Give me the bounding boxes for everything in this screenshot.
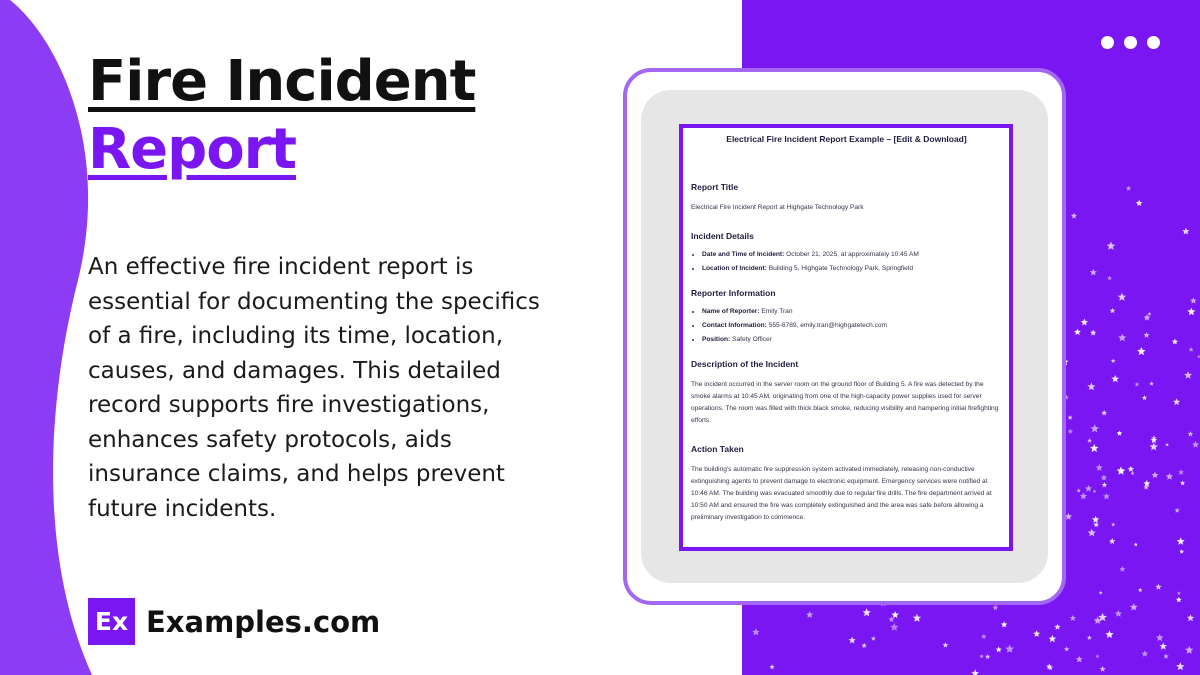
star-icon	[985, 654, 990, 659]
star-icon	[1118, 334, 1126, 342]
brand-logo-link[interactable]	[88, 598, 380, 645]
star-icon	[996, 646, 1002, 652]
star-icon	[1090, 269, 1097, 276]
reporter-information-list	[691, 308, 1002, 343]
star-icon	[1001, 621, 1008, 627]
document-title: Electrical Fire Incident Report Example – [Edit & Download]	[726, 134, 967, 144]
star-icon	[1177, 537, 1185, 545]
page-title	[88, 48, 475, 184]
star-icon	[1093, 522, 1099, 527]
star-icon	[890, 623, 898, 631]
star-icon	[1176, 597, 1182, 603]
item-value: Safety Officer	[732, 336, 772, 343]
star-icon	[1184, 371, 1192, 379]
star-icon	[1156, 634, 1164, 641]
item-value: Emily Tran	[761, 308, 793, 315]
report-title-text: Electrical Fire Incident Report at Highgate Technology Park	[691, 204, 864, 211]
star-icon	[1105, 630, 1113, 638]
star-icon	[1180, 481, 1185, 486]
item-value: Building 5, Highgate Technology Park, Springfield	[768, 265, 913, 272]
star-icon	[1143, 332, 1149, 338]
star-icon	[1081, 319, 1089, 326]
item-label: Location of Incident:	[702, 265, 767, 272]
item-value: October 21, 2025, at approximately 10:45 AM	[786, 251, 919, 258]
star-icon	[1101, 474, 1108, 480]
incident-details-list	[691, 251, 1002, 272]
star-icon	[993, 605, 999, 611]
star-icon	[1182, 228, 1189, 235]
star-icon	[1115, 610, 1122, 617]
star-icon	[1090, 444, 1099, 452]
star-icon	[943, 642, 949, 648]
star-icon	[1192, 441, 1199, 448]
action-taken-text: The building's automatic fire suppression system activated immediately, releasing non-conductive extinguishing agents to prevent damage to electronic equipment. Emergency services were notified at 10:46 AM. The building was evacuated smoothly due to regular fire drills. The fire department arrived at 10:50 AM and ensured the fire was completely extinguished and the area was safe before allowing a preliminary investigation to commence.	[691, 466, 992, 521]
star-icon	[1071, 213, 1077, 219]
description-text: The incident occurred in the server room on the ground floor of Building 5. A fire was detected by the smoke alarms at 10:45 AM, originating from one of the high-capacity power supplies used for server operations. The room was filled with thick black smoke, reducing visibility and hampering initial firefighting efforts.	[691, 381, 999, 424]
list-item	[702, 322, 1002, 329]
list-item	[702, 308, 1002, 315]
list-item	[702, 265, 1002, 272]
star-icon	[1175, 508, 1180, 513]
star-icon	[1179, 549, 1184, 554]
star-icon	[1165, 443, 1169, 447]
star-icon	[1190, 297, 1197, 303]
star-icon	[981, 634, 987, 639]
star-icon	[892, 611, 899, 618]
star-icon	[1090, 424, 1099, 432]
star-icon	[1131, 471, 1135, 475]
star-icon	[1126, 186, 1131, 191]
star-icon	[1090, 329, 1097, 335]
blob-shape	[0, 0, 92, 675]
star-icon	[1149, 381, 1154, 385]
item-value: 555-6789, emily.tran@highgatetech.com	[768, 322, 888, 329]
star-icon	[1173, 398, 1180, 405]
star-icon	[1150, 443, 1158, 451]
star-icon	[871, 636, 876, 641]
star-icon	[806, 611, 813, 618]
star-icon	[1160, 643, 1167, 650]
star-icon	[1152, 472, 1159, 479]
hero-description: An effective fire incident report is essential for documenting the specifics of a fire, including its time, location, causes, and damages. This detailed record supports fire investigations, enhances safety protocols, aids insurance claims, and helps prevent future incidents.	[88, 254, 540, 522]
star-icon	[1077, 488, 1081, 492]
star-icon	[1107, 242, 1116, 250]
star-icon	[1178, 469, 1184, 475]
star-icon	[1111, 375, 1119, 382]
star-icon	[1189, 347, 1194, 352]
star-icon	[1110, 308, 1116, 314]
star-icon	[1134, 543, 1138, 547]
section-heading-report-title: Report Title	[691, 182, 739, 192]
star-icon	[1119, 566, 1125, 572]
star-icon	[1138, 588, 1142, 592]
star-icon	[752, 628, 760, 635]
star-icon	[1093, 489, 1097, 493]
star-icon	[1117, 430, 1123, 435]
star-icon	[1144, 314, 1151, 320]
star-icon	[1101, 410, 1107, 416]
title-line-2: Report	[88, 117, 297, 182]
star-icon	[863, 608, 871, 616]
star-icon	[1088, 529, 1096, 537]
star-icon	[1172, 339, 1178, 345]
star-icon	[979, 654, 983, 658]
star-icon	[1070, 615, 1076, 621]
section-heading-action-taken: Action Taken	[691, 444, 744, 454]
star-icon	[1107, 276, 1112, 281]
item-label: Position:	[702, 336, 731, 343]
star-icon	[861, 643, 867, 648]
section-heading-incident-details: Incident Details	[691, 231, 754, 241]
star-icon	[1080, 492, 1087, 499]
star-icon	[1155, 584, 1161, 590]
star-icon	[1049, 635, 1057, 642]
item-label: Date and Time of Incident:	[702, 251, 785, 258]
dot	[1147, 36, 1160, 49]
star-icon	[1087, 382, 1095, 390]
star-icon	[1076, 656, 1083, 663]
tablet-screen	[641, 90, 1048, 583]
section-heading-reporter-information: Reporter Information	[691, 288, 776, 298]
star-icon	[1176, 662, 1184, 670]
star-icon	[1166, 473, 1174, 480]
star-icon	[1064, 646, 1069, 651]
brand-logo-icon: Ex	[88, 598, 135, 645]
star-icon	[1068, 415, 1073, 420]
dot	[1101, 36, 1114, 49]
dot	[1124, 36, 1137, 49]
star-icon	[1118, 293, 1127, 301]
star-icon	[1111, 358, 1116, 363]
list-item	[702, 336, 1002, 343]
star-icon	[1096, 654, 1100, 658]
more-dots-icon[interactable]	[1101, 36, 1160, 49]
star-icon	[1163, 654, 1169, 659]
title-line-1: Fire Incident	[88, 49, 476, 114]
star-icon	[1142, 650, 1149, 656]
star-icon	[1102, 482, 1108, 487]
star-icon	[1099, 591, 1103, 595]
item-label: Name of Reporter:	[702, 308, 760, 315]
star-icon	[1187, 308, 1195, 316]
star-icon	[1087, 635, 1092, 640]
star-icon	[1111, 522, 1115, 526]
star-icon	[1185, 646, 1193, 654]
tablet-mockup	[623, 68, 1066, 605]
star-icon	[1188, 431, 1194, 436]
star-icon	[1103, 493, 1110, 500]
star-icon	[1136, 200, 1143, 207]
star-icon	[1096, 464, 1103, 471]
star-icon	[1092, 516, 1099, 523]
star-icon	[1109, 538, 1115, 544]
star-icon	[1054, 624, 1060, 630]
star-icon	[1137, 347, 1146, 355]
star-icon	[1144, 480, 1151, 487]
star-icon	[913, 614, 922, 622]
item-label: Contact Information:	[702, 322, 767, 329]
star-icon	[1074, 329, 1081, 336]
star-icon	[1033, 630, 1040, 637]
star-icon	[1005, 645, 1014, 653]
star-icon	[1177, 591, 1181, 595]
star-icon	[1130, 603, 1138, 610]
star-icon	[971, 669, 979, 675]
star-icon	[1100, 666, 1106, 672]
section-heading-description: Description of the Incident	[691, 359, 799, 369]
star-icon	[1187, 614, 1194, 621]
star-icon	[1142, 395, 1147, 400]
star-icon	[1128, 466, 1135, 472]
star-icon	[1135, 382, 1140, 386]
star-icon	[1085, 485, 1092, 492]
star-icon	[1068, 429, 1074, 434]
star-icon	[849, 637, 856, 644]
list-item	[702, 251, 1002, 258]
star-icon	[1147, 312, 1151, 316]
star-icon	[1087, 438, 1092, 443]
brand-name: Examples.com	[146, 604, 381, 639]
star-icon	[770, 664, 775, 669]
document-preview[interactable]	[679, 124, 1013, 551]
